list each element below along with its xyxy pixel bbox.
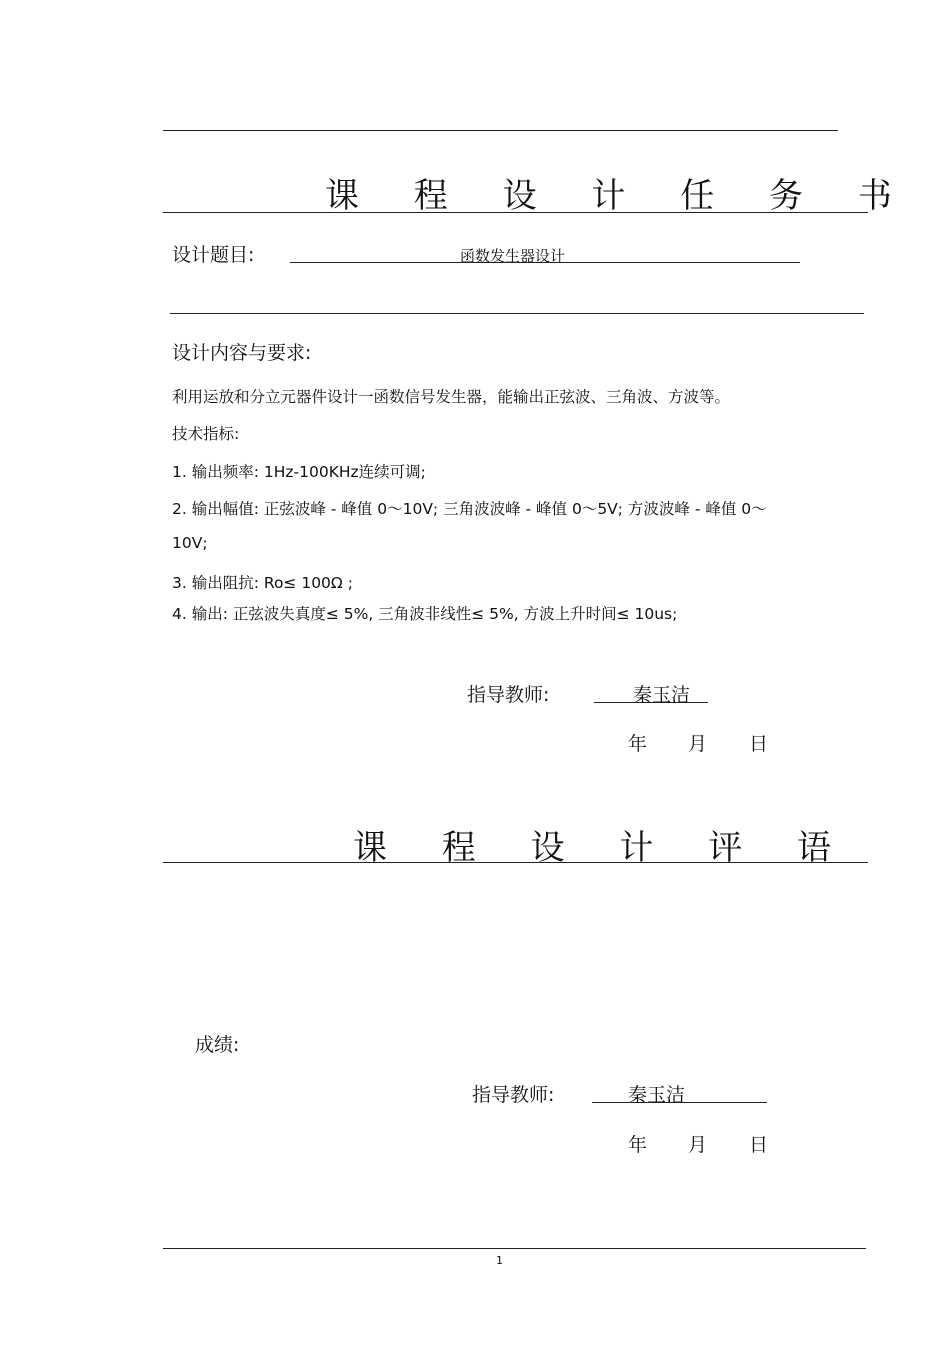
- spec-4: 4. 输出: 正弦波失真度≤ 5%, 三角波非线性≤ 5%, 方波上升时间≤ 10us;: [172, 605, 678, 623]
- evaluation-title: 课 程 设 计 评 语: [353, 828, 854, 868]
- spec-2-line-1: 2. 输出幅值: 正弦波峰 - 峰值 0～10V; 三角波波峰 - 峰值 0～5V; 方波波峰 - 峰值 0～: [172, 500, 767, 518]
- topic-value: 函数发生器设计: [460, 247, 566, 265]
- task-book-title: 课 程 设 计 任 务 书: [325, 176, 914, 216]
- eval-date-day: 日: [749, 1134, 769, 1156]
- grade-label: 成绩:: [195, 1034, 240, 1056]
- eval-date-month: 月: [688, 1134, 708, 1156]
- eval-teacher-label: 指导教师:: [472, 1084, 555, 1106]
- blank-line: [170, 313, 864, 314]
- task-book-title-rule: [163, 212, 868, 213]
- spec-2-line-2: 10V;: [172, 534, 208, 552]
- evaluation-title-rule: [163, 862, 868, 863]
- date-month: 月: [688, 733, 708, 755]
- spec-3: 3. 输出阻抗: Ro≤ 100Ω ;: [172, 574, 353, 592]
- eval-teacher-name: 秦玉洁: [628, 1084, 686, 1106]
- date-year: 年: [628, 733, 648, 755]
- topic-label: 设计题目:: [172, 244, 255, 266]
- page-number: 1: [496, 1254, 503, 1267]
- date-day: 日: [749, 733, 769, 755]
- teacher-name: 秦玉洁: [633, 684, 691, 706]
- teacher-label: 指导教师:: [467, 684, 550, 706]
- intro-text: 利用运放和分立元器件设计一函数信号发生器，能输出正弦波、三角波、方波等。: [172, 388, 731, 406]
- content-label: 设计内容与要求:: [172, 342, 312, 364]
- spec-1: 1. 输出频率: 1Hz-100KHz连续可调;: [172, 463, 426, 481]
- top-rule: [163, 130, 838, 131]
- spec-heading: 技术指标:: [172, 425, 240, 443]
- footer-rule: [163, 1248, 866, 1249]
- eval-date-year: 年: [628, 1134, 648, 1156]
